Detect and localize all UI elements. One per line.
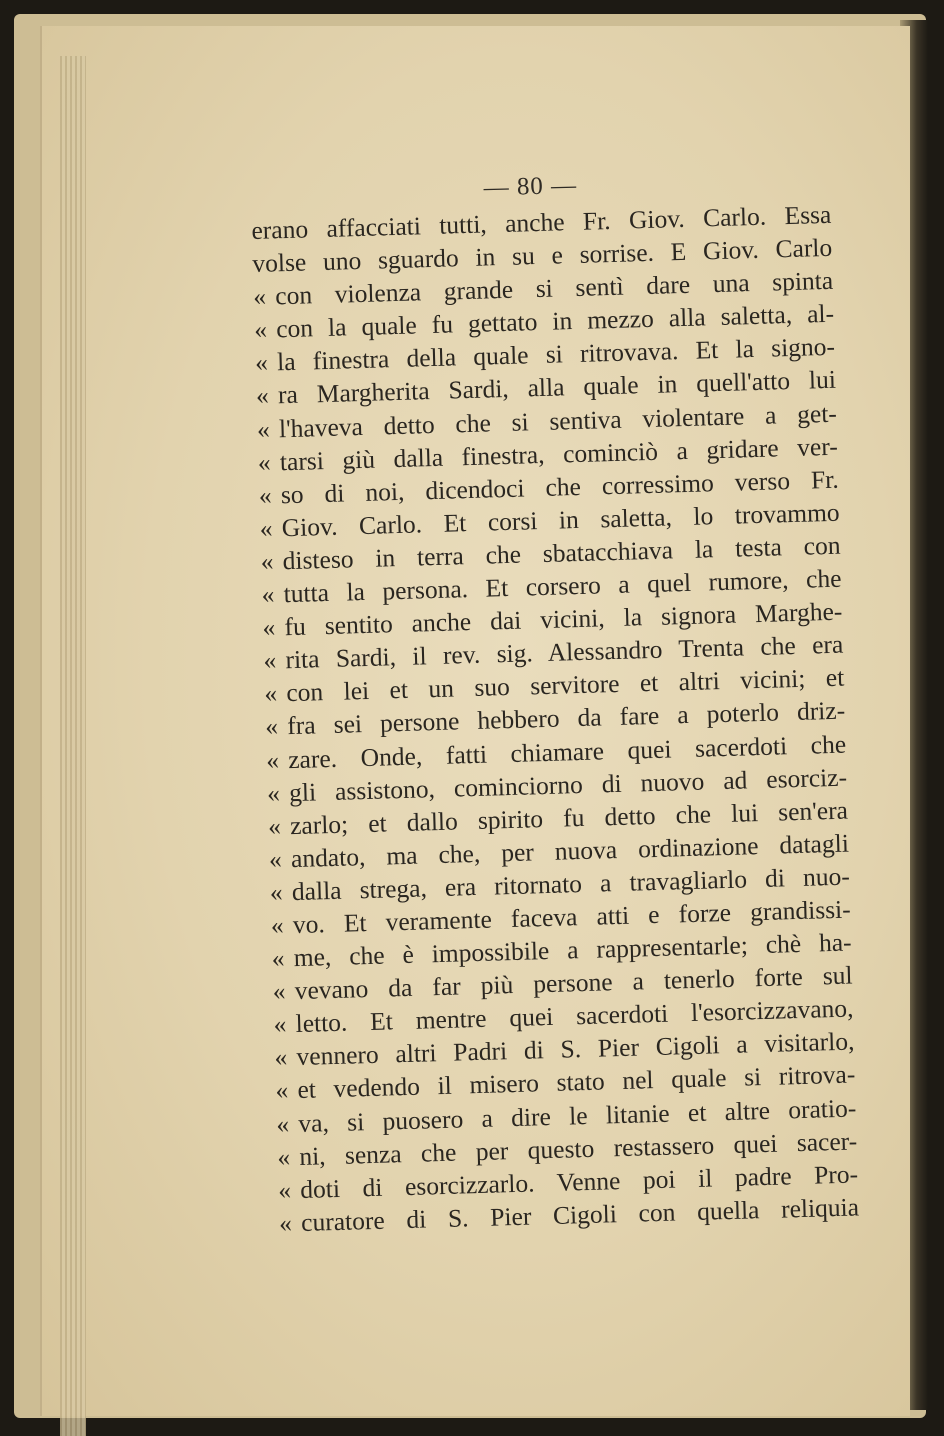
page-text-block xyxy=(250,162,859,1240)
line-text: con lei et un suo servitore et altri vicini; et xyxy=(285,662,845,708)
line-text: con la quale fu gettato in mezzo alla saletta, al- xyxy=(275,299,835,344)
quote-mark: « xyxy=(278,1208,293,1238)
quote-mark: « xyxy=(257,447,272,477)
line-text: vennero altri Padri di S. Pier Cigoli a visitarlo, xyxy=(296,1026,855,1072)
quote-mark: « xyxy=(252,281,267,312)
line-text: vo. Et veramente faceva atti e forze grandissi- xyxy=(292,894,852,940)
line-text: me, che è impossibile a rappresentarle; chè ha- xyxy=(293,927,852,973)
line-text: gli assistono, cominciorno di nuovo ad esorciz- xyxy=(288,762,848,807)
line-text: tarsi giù dalla finestra, cominciò a gridare ver- xyxy=(279,431,839,476)
quote-mark: « xyxy=(267,811,282,841)
line-text: vevano da far più persone a tenerlo forte sul xyxy=(294,960,853,1006)
line-text: volse uno sguardo in su e sorrise. E Giov. Carlo xyxy=(251,232,833,279)
line-text: dalla strega, era ritornato a travagliarlo di nuo- xyxy=(291,861,851,906)
quote-mark: « xyxy=(263,645,277,676)
quote-mark: « xyxy=(259,513,273,543)
quote-mark: « xyxy=(256,414,271,444)
line-text: rita Sardi, il rev. sig. Alessandro Trenta che era xyxy=(285,629,844,675)
line-text: letto. Et mentre quei sacerdoti l'esorcizzavano, xyxy=(295,993,854,1039)
quote-mark: « xyxy=(276,1141,291,1172)
quote-mark: « xyxy=(272,976,286,1006)
line-text: la finestra della quale si ritrovava. Et la signo- xyxy=(276,332,836,377)
quote-mark: « xyxy=(264,711,279,742)
text-lines xyxy=(251,198,859,1240)
quote-mark: « xyxy=(266,778,281,808)
quote-mark: « xyxy=(263,678,278,709)
quote-mark: « xyxy=(268,844,283,874)
quote-mark: « xyxy=(274,1042,288,1072)
line-text: andato, ma che, per nuova ordinazione datagli xyxy=(290,828,850,873)
quote-mark: « xyxy=(253,314,268,345)
line-text: curatore di S. Pier Cigoli con quella reliquia xyxy=(300,1192,860,1237)
quote-mark: « xyxy=(265,744,280,775)
quote-mark: « xyxy=(271,943,285,973)
page-number: — 80 — xyxy=(483,171,578,202)
line-text: so di noi, dicendoci che corressimo verso Fr. xyxy=(280,464,840,510)
quote-mark: « xyxy=(269,877,284,907)
quote-mark: « xyxy=(255,381,270,411)
quote-mark: « xyxy=(261,579,275,609)
line-text: ni, senza che per questo restassero quei sacer- xyxy=(298,1126,858,1171)
line-text: zare. Onde, fatti chiamare quei sacerdoti che xyxy=(287,729,847,774)
line-text: erano affacciati tutti, anche Fr. Giov. Carlo. Essa xyxy=(251,199,832,245)
quote-mark: « xyxy=(270,910,285,940)
line-text: fu sentito anche dai vicini, la signora Marghe- xyxy=(284,596,843,642)
page-stack-edge xyxy=(60,56,86,1436)
quote-mark: « xyxy=(277,1174,292,1205)
quote-mark: « xyxy=(260,546,274,576)
quote-mark: « xyxy=(273,1009,287,1039)
line-text: Giov. Carlo. Et corsi in saletta, lo trovammo xyxy=(281,497,840,543)
line-text: va, si puosero a dire le litanie et altre oratio- xyxy=(298,1092,857,1138)
line-text: disteso in terra che sbatacchiava la testa con xyxy=(282,530,841,576)
quote-mark: « xyxy=(262,612,276,642)
line-text: et vedendo il misero stato nel quale si ritrova- xyxy=(297,1059,856,1105)
line-text: zarlo; et dallo spirito fu detto che lui sen'era xyxy=(289,795,849,840)
line-text: tutta la persona. Et corsero a quel rumore, che xyxy=(283,563,842,609)
line-text: con violenza grande si sentì dare una spinta xyxy=(274,265,834,311)
quote-mark: « xyxy=(276,1108,290,1139)
line-text: ra Margherita Sardi, alla quale in quell'atto lui xyxy=(277,365,837,410)
line-text: fra sei persone hebbero da fare a poterlo driz- xyxy=(286,696,846,741)
quote-mark: « xyxy=(254,347,269,378)
quote-mark: « xyxy=(275,1075,289,1106)
quote-mark: « xyxy=(258,480,273,510)
line-text: l'haveva detto che si sentiva violentare a get- xyxy=(278,398,838,443)
line-text: doti di esorcizzarlo. Venne poi il padre Pro- xyxy=(299,1159,859,1204)
